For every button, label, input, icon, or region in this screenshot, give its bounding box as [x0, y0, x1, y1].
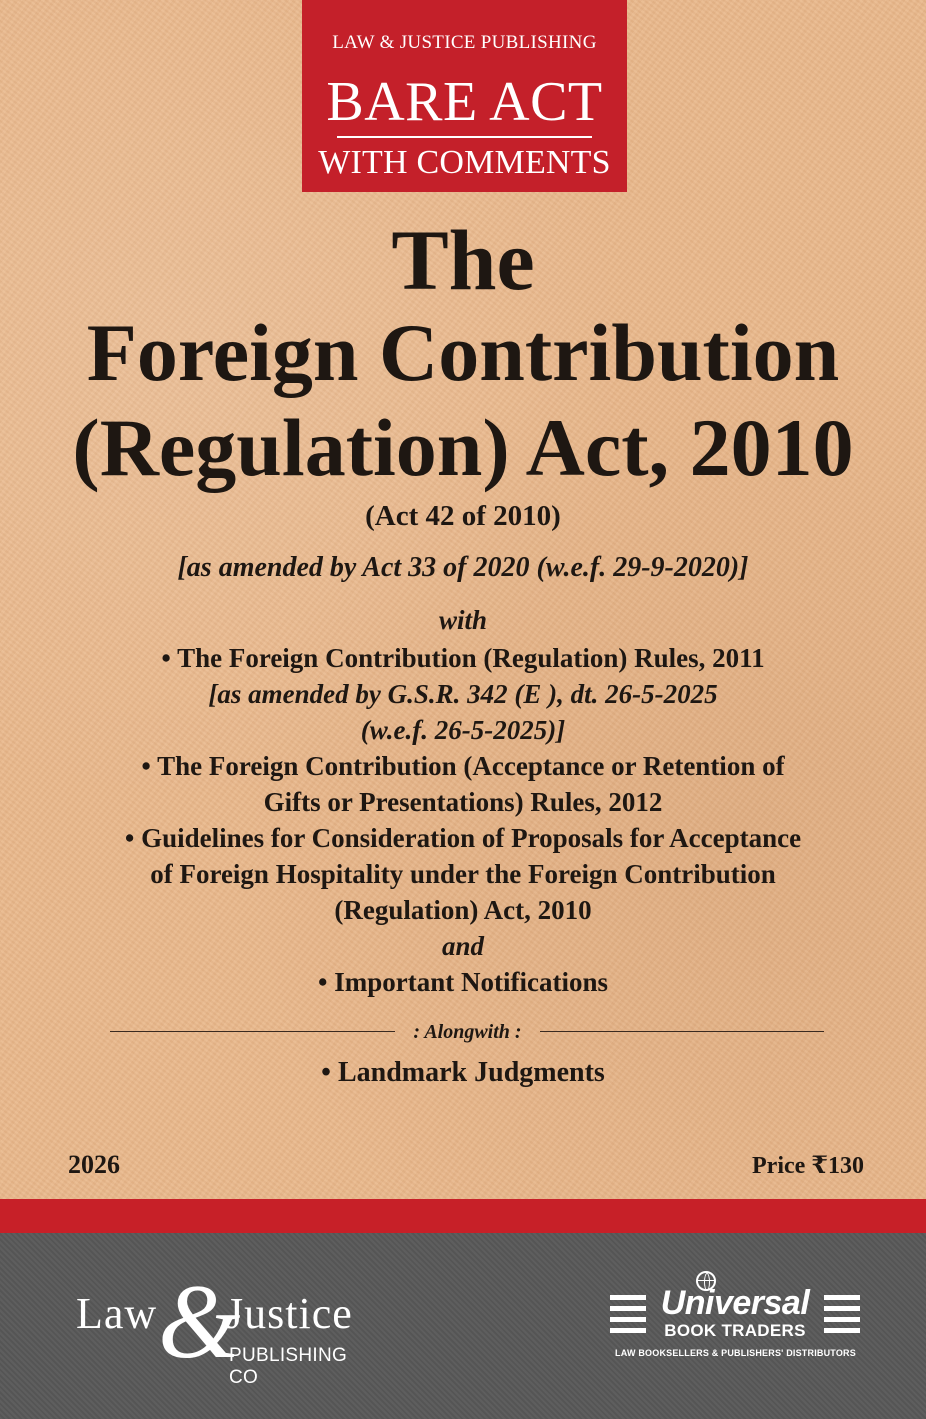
content-item-rules-2011-note-b: (w.e.f. 26-5-2025)] [360, 715, 566, 745]
content-item-gifts-rules-b: Gifts or Presentations) Rules, 2012 [263, 787, 663, 817]
price-label: Price ₹130 [752, 1153, 864, 1179]
speed-stripes-right-icon [824, 1295, 860, 1337]
edition-year: 2026 [68, 1150, 120, 1179]
speed-stripes-left-icon [610, 1295, 646, 1337]
contents-list [40, 640, 886, 1000]
footer-red-band [0, 1199, 926, 1233]
content-item-gifts-rules-a: • The Foreign Contribution (Acceptance or Retention of [141, 751, 785, 781]
divider-line-right [540, 1031, 824, 1032]
and-label: and [441, 931, 485, 961]
logo-ampersand: & [158, 1263, 241, 1380]
footer-band [0, 1233, 926, 1419]
with-label: with [438, 605, 488, 635]
badge-subtitle: WITH COMMENTS [318, 144, 611, 181]
landmark-judgments: • Landmark Judgments [321, 1057, 605, 1088]
title-line-1: The [391, 212, 535, 308]
bare-act-badge [302, 0, 627, 192]
distributor-name: Universal [660, 1284, 810, 1322]
content-item-notifications: • Important Notifications [318, 967, 608, 997]
distributor-tagline: LAW BOOKSELLERS & PUBLISHERS' DISTRIBUTORS [615, 1348, 856, 1358]
universal-book-traders-logo [608, 1271, 863, 1381]
title-line-2: Foreign Contribution [86, 307, 840, 398]
title-line-3: (Regulation) Act, 2010 [72, 402, 854, 493]
content-item-guidelines-c: (Regulation) Act, 2010 [334, 895, 592, 925]
badge-publisher: LAW & JUSTICE PUBLISHING [332, 32, 597, 53]
distributor-subtitle: BOOK TRADERS [664, 1321, 806, 1340]
logo-justice-text: Justice [226, 1289, 353, 1338]
badge-series: BARE ACT [326, 71, 603, 133]
amendment-note: [as amended by Act 33 of 2020 (w.e.f. 29-9-2020)] [177, 552, 749, 583]
law-justice-logo [76, 1263, 376, 1393]
content-item-rules-2011: • The Foreign Contribution (Regulation) Rules, 2011 [161, 643, 765, 673]
act-number: (Act 42 of 2010) [365, 500, 561, 532]
content-item-rules-2011-note-a: [as amended by G.S.R. 342 (E ), dt. 26-5-2025 [208, 679, 718, 709]
content-item-guidelines-b: of Foreign Hospitality under the Foreign Contribution [150, 859, 776, 889]
badge-divider [337, 136, 592, 138]
alongwith-label: : Alongwith : [413, 1021, 522, 1043]
logo-publishing-co: PUBLISHING CO [229, 1345, 348, 1388]
content-item-guidelines-a: • Guidelines for Consideration of Proposals for Acceptance [124, 823, 802, 853]
alongwith-divider [110, 1018, 824, 1046]
logo-law-text: Law [76, 1289, 158, 1338]
divider-line-left [110, 1031, 395, 1032]
